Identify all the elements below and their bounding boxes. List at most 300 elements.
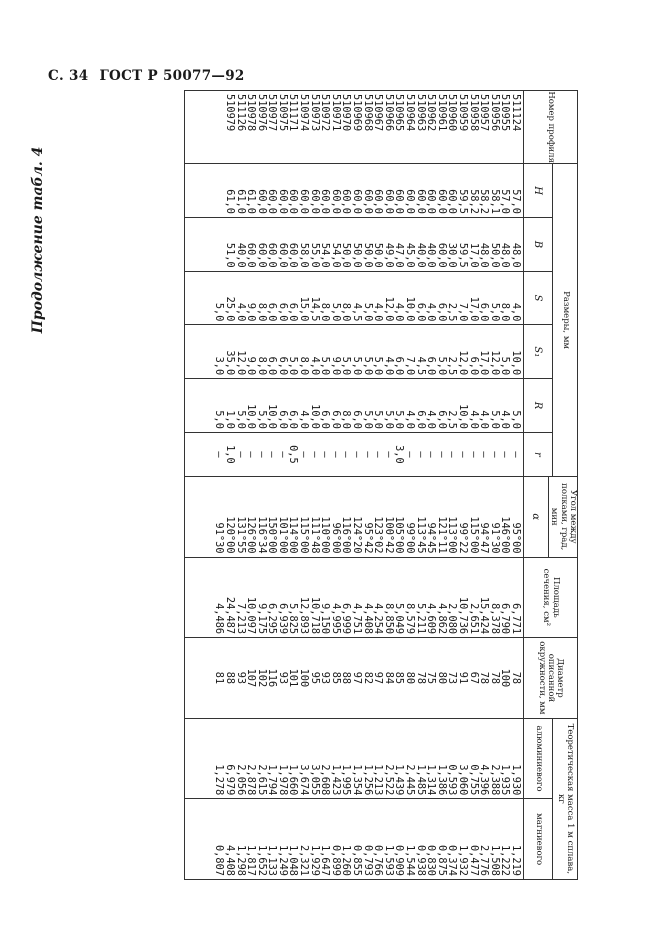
cell-value: 4,5: [351, 302, 364, 322]
cell-value: 510979: [223, 94, 236, 132]
cell-value: 100: [298, 668, 311, 688]
cell-value: 1,508: [488, 845, 501, 876]
cell-value: 2,615: [255, 764, 268, 796]
cell-value: 60,0: [276, 242, 289, 268]
cell-value: 510971: [329, 94, 342, 132]
cell-value: 12,0: [234, 350, 247, 376]
header-r-big: R: [523, 379, 552, 433]
cell-value: 113°45: [414, 516, 427, 554]
cell-value: 12,0: [382, 296, 395, 322]
cell-value: 3,0: [393, 445, 406, 464]
cell-value: —: [361, 451, 374, 458]
header-s: S: [523, 271, 552, 325]
cell-value: 12,0: [488, 350, 501, 376]
cell-value: 9,175: [255, 603, 268, 635]
cell-value: 6,0: [287, 302, 300, 322]
cell-value: 82: [361, 671, 374, 685]
cell-value: 4,0: [499, 410, 512, 429]
angle-column: [184, 476, 523, 557]
cell-value: 146°00: [499, 516, 512, 554]
cell-value: 40,0: [414, 242, 427, 268]
cell-value: 510958: [467, 94, 480, 132]
cell-value: 6,979: [223, 764, 236, 796]
cell-value: —: [404, 451, 417, 458]
cell-value: 510967: [372, 94, 385, 132]
cell-value: 10,0: [404, 296, 417, 322]
cell-value: 88: [340, 671, 353, 685]
cell-value: 93: [234, 671, 247, 685]
cell-value: 5,0: [234, 410, 247, 429]
cell-value: 1,423: [329, 764, 342, 796]
cell-value: 91: [457, 671, 469, 685]
cell-value: 510975: [276, 94, 289, 132]
standard-code: ГОСТ Р 50077—92: [99, 68, 245, 84]
cell-value: 3,674: [298, 764, 311, 796]
cell-value: 102: [255, 668, 268, 688]
cell-value: 50,0: [488, 242, 501, 268]
cell-value: 97: [372, 671, 385, 685]
cell-value: 88: [223, 671, 236, 685]
cell-value: 4,0: [467, 410, 480, 429]
cell-value: 510968: [361, 94, 374, 132]
cell-value: 60,0: [404, 189, 417, 214]
cell-value: 78: [478, 671, 491, 685]
cell-value: 80: [435, 671, 448, 685]
cell-value: 115°00: [298, 516, 311, 554]
cell-value: 61,0: [245, 189, 258, 214]
cell-value: 55,0: [308, 242, 321, 268]
cell-value: 61,0: [234, 189, 247, 214]
cell-value: 510956: [488, 94, 501, 132]
cell-value: 9,0: [329, 356, 342, 376]
cell-value: 511171: [287, 94, 300, 132]
cell-value: 24,487: [223, 596, 236, 635]
cell-value: 0,793: [361, 845, 374, 876]
cell-value: 60,0: [446, 189, 459, 214]
cell-value: 60,0: [319, 189, 332, 214]
cell-value: 60,0: [329, 189, 342, 214]
cell-value: 511126: [234, 94, 247, 132]
cell-value: 99°00: [404, 522, 417, 554]
cell-value: 17,0: [467, 242, 480, 268]
cell-value: 114°00: [287, 516, 300, 554]
s-column: [184, 271, 523, 325]
cell-value: 49,0: [382, 242, 395, 268]
cell-value: 4,0: [308, 356, 321, 376]
cell-value: 91°30: [213, 522, 226, 554]
cell-value: 50,0: [361, 242, 374, 268]
cell-value: 9,0: [245, 356, 258, 376]
cell-value: 126°00: [245, 516, 258, 554]
cell-value: 5,0: [329, 302, 342, 322]
cell-value: 5,0: [351, 356, 364, 376]
cell-value: 67: [467, 671, 480, 685]
cell-value: 5,0: [361, 356, 374, 376]
cell-value: 0,875: [435, 845, 448, 876]
cell-value: 10,097: [245, 596, 258, 635]
cell-value: 510972: [319, 94, 332, 132]
cell-value: 4,862: [435, 603, 448, 635]
cell-value: 6,790: [499, 603, 512, 635]
cell-value: 5,0: [499, 356, 512, 376]
cell-value: 6,295: [266, 603, 279, 635]
cell-value: 4,0: [404, 410, 417, 429]
cell-value: 5,0: [213, 302, 226, 322]
cell-value: 35,0: [223, 350, 236, 376]
cell-value: 60,0: [435, 189, 448, 214]
cell-value: 5,0: [393, 410, 406, 429]
cell-value: 8,378: [488, 603, 501, 635]
header-s1: S₁: [523, 325, 552, 379]
cell-value: 84: [382, 671, 395, 685]
cell-value: 6,0: [287, 410, 300, 429]
cell-value: 100°42: [382, 516, 395, 554]
cell-value: 40,0: [425, 242, 438, 268]
cell-value: 1,298: [234, 845, 247, 876]
cell-value: —: [329, 451, 342, 458]
cell-value: 1,485: [414, 764, 427, 796]
cell-value: 3,060: [457, 764, 469, 796]
cell-value: 4,0: [478, 410, 491, 429]
cell-value: 60,0: [287, 189, 300, 214]
r-big-column: [184, 379, 523, 433]
cell-value: 15,0: [298, 296, 311, 322]
cell-value: 15,424: [478, 596, 491, 635]
cell-value: 6,0: [435, 302, 448, 322]
cell-value: 60,0: [308, 189, 321, 214]
cell-value: 58,2: [467, 189, 480, 214]
cell-value: 1,439: [393, 764, 406, 796]
cell-value: 5,0: [372, 410, 385, 429]
cell-value: 1,222: [499, 845, 512, 876]
header-magnesium: магниевого: [523, 799, 552, 880]
cell-value: 131°55: [234, 516, 247, 554]
cell-value: 54,0: [329, 242, 342, 268]
cell-value: 78: [509, 671, 522, 685]
cell-value: 0,5: [287, 445, 300, 464]
cell-value: 3,055: [308, 764, 321, 796]
cell-value: 50,0: [351, 242, 364, 268]
cell-value: 5,0: [340, 356, 353, 376]
cell-value: 1,544: [404, 845, 417, 876]
page-header: [48, 68, 251, 84]
cell-value: 510957: [478, 94, 491, 132]
cell-value: 5,211: [414, 603, 427, 635]
cell-value: 115°00: [467, 516, 480, 554]
cell-value: 60,0: [276, 189, 289, 214]
cell-value: —: [382, 451, 395, 458]
cell-value: 1,249: [276, 845, 289, 876]
cell-value: 0,807: [213, 845, 226, 876]
cell-value: 6,771: [509, 603, 522, 635]
cell-value: 6,939: [276, 603, 289, 635]
cell-value: 4,254: [372, 603, 385, 635]
cell-value: 93: [276, 671, 289, 685]
cell-value: 0,909: [393, 845, 406, 876]
cell-value: 7,0: [404, 356, 417, 376]
cell-value: 0,477: [467, 845, 480, 876]
cell-value: 5,825: [287, 603, 300, 635]
cell-value: 10,0: [308, 404, 321, 429]
cell-value: 50,0: [340, 242, 353, 268]
profile-table: [184, 90, 578, 880]
cell-value: 2,5: [446, 356, 459, 376]
cell-value: 5,0: [319, 356, 332, 376]
cell-value: 5,0: [382, 410, 395, 429]
cell-value: 0,593: [446, 764, 459, 796]
cell-value: 5,0: [488, 410, 501, 429]
cell-value: 57,0: [499, 189, 512, 214]
cell-value: 116: [266, 668, 279, 688]
cell-value: 60,0: [393, 189, 406, 214]
cell-value: 80: [404, 671, 417, 685]
cell-value: 57,0: [509, 189, 522, 214]
cell-value: 1,256: [361, 764, 374, 796]
cell-value: 60,0: [245, 242, 258, 268]
r-small-column: [184, 432, 523, 476]
cell-value: 6,0: [425, 356, 438, 376]
cell-value: —: [213, 451, 226, 458]
cell-value: 2,080: [446, 603, 459, 635]
cell-value: 48,0: [499, 242, 512, 268]
cell-value: 124°20: [351, 516, 364, 554]
header-angle: Угол между полками, град, мин: [548, 476, 577, 557]
cell-value: 8,0: [255, 356, 268, 376]
cell-value: 0,938: [414, 845, 427, 876]
cell-value: 116°34: [255, 516, 268, 554]
cell-value: 60,0: [435, 242, 448, 268]
cell-value: 1,314: [425, 764, 438, 796]
cell-value: 4,0: [393, 302, 406, 322]
cell-value: 60,0: [382, 189, 395, 214]
cell-value: 1,354: [351, 764, 364, 796]
cell-value: 5,0: [361, 302, 374, 322]
cell-value: 6,0: [435, 410, 448, 429]
cell-value: 3,0: [213, 356, 226, 376]
cell-value: 510955: [499, 94, 512, 132]
cell-value: 17,0: [478, 350, 491, 376]
cell-value: 510978: [245, 94, 258, 132]
cell-value: —: [509, 451, 522, 458]
cell-value: 510961: [435, 94, 448, 132]
cell-value: 60,0: [298, 189, 311, 214]
cell-value: 4,0: [425, 302, 438, 322]
cell-value: 8,0: [298, 356, 311, 376]
cell-value: 4,0: [425, 410, 438, 429]
cell-value: 60,0: [372, 189, 385, 214]
page-number: С. 34: [48, 68, 89, 84]
cell-value: —: [351, 451, 364, 458]
cell-value: —: [255, 451, 268, 458]
cell-value: 8,850: [382, 603, 395, 635]
cell-value: —: [372, 451, 385, 458]
cell-value: 2,5: [446, 302, 459, 322]
cell-value: 1,929: [308, 845, 321, 876]
cell-value: 17,0: [467, 296, 480, 322]
cell-value: 100: [499, 668, 512, 688]
cell-value: 9,0: [245, 302, 258, 322]
cell-value: 510960: [446, 94, 459, 132]
header-area: Площадь сечения, см²: [523, 557, 577, 638]
cell-value: 51,0: [223, 242, 236, 268]
cell-value: 120°00: [223, 516, 236, 554]
cell-value: 1,0: [223, 410, 236, 429]
cell-value: —: [234, 451, 247, 458]
cell-value: 2,388: [488, 764, 501, 796]
cell-value: 47,0: [393, 242, 406, 268]
header-theoretical-mass: Теоретическая масса 1 м сплава, кг: [553, 718, 578, 879]
s1-column: [184, 325, 523, 379]
cell-value: 50,0: [372, 242, 385, 268]
cell-value: 4,0: [509, 302, 522, 322]
cell-value: 94°47: [478, 522, 491, 554]
cell-value: 91°30: [488, 522, 501, 554]
cell-value: 6,0: [351, 410, 364, 429]
cell-value: 60,0: [340, 189, 353, 214]
cell-value: —: [245, 451, 258, 458]
cell-value: 60,0: [255, 242, 268, 268]
cell-value: 6,0: [467, 356, 480, 376]
cell-value: 2,056: [234, 764, 247, 796]
cell-value: 95°42: [361, 522, 374, 554]
cell-value: 61,0: [223, 189, 236, 214]
cell-value: 6,0: [276, 356, 289, 376]
cell-value: 93: [319, 671, 332, 685]
cell-value: 510964: [404, 94, 417, 132]
mass-al-column: [184, 718, 523, 799]
cell-value: 4,0: [298, 410, 311, 429]
cell-value: 0,899: [329, 845, 342, 876]
cell-value: —: [446, 451, 459, 458]
diameter-column: [184, 638, 523, 719]
cell-value: 5,0: [435, 356, 448, 376]
cell-value: —: [340, 451, 353, 458]
cell-value: 6,0: [319, 410, 332, 429]
cell-value: 4,0: [372, 302, 385, 322]
cell-value: 4,995: [329, 603, 342, 635]
cell-value: 101°00: [276, 516, 289, 554]
cell-value: 5,0: [255, 410, 268, 429]
b-column: [184, 218, 523, 272]
cell-value: 1,930: [509, 764, 522, 796]
cell-value: 6,0: [414, 302, 427, 322]
cell-value: 78: [488, 671, 501, 685]
cell-value: 1,260: [340, 845, 353, 876]
cell-value: 6,0: [276, 410, 289, 429]
cell-value: 116°00: [340, 516, 353, 554]
cell-value: 1,278: [213, 764, 226, 796]
cell-value: 113°00: [446, 516, 459, 554]
cell-value: 5,0: [287, 356, 300, 376]
cell-value: 58,1: [488, 189, 501, 214]
cell-value: 25,0: [223, 296, 236, 322]
cell-value: 48,0: [509, 242, 522, 268]
cell-value: 4,408: [223, 845, 236, 876]
cell-value: 10,0: [457, 404, 469, 429]
cell-value: —: [488, 451, 501, 458]
cell-value: 8,0: [340, 302, 353, 322]
cell-value: 4,486: [213, 603, 226, 635]
cell-value: 4,408: [361, 603, 374, 635]
cell-value: 1,995: [340, 764, 353, 796]
cell-value: 1,213: [372, 764, 385, 796]
table-row: [184, 91, 523, 880]
cell-value: 5,0: [213, 410, 226, 429]
cell-value: 4,0: [234, 302, 247, 322]
cell-value: 48,0: [478, 242, 491, 268]
cell-value: 5,0: [488, 302, 501, 322]
cell-value: 510974: [298, 94, 311, 132]
cell-value: 4,609: [425, 603, 438, 635]
cell-value: 60,0: [266, 242, 279, 268]
cell-value: 1,932: [457, 845, 469, 876]
cell-value: 30,0: [446, 242, 459, 268]
cell-value: 5,0: [509, 410, 522, 429]
cell-value: 510963: [414, 94, 427, 132]
cell-value: 6,999: [340, 603, 353, 635]
cell-value: 510973: [308, 94, 321, 132]
cell-value: 81: [213, 671, 226, 685]
cell-value: 85: [393, 671, 406, 685]
cell-value: 4,751: [351, 603, 364, 635]
cell-value: 4,0: [382, 356, 395, 376]
cell-value: 45,0: [404, 242, 417, 268]
cell-value: —: [499, 451, 512, 458]
cell-value: 14,5: [308, 296, 321, 322]
cell-value: 4,5: [414, 356, 427, 376]
cell-value: 123°02: [372, 516, 385, 554]
cell-value: 6,0: [478, 302, 491, 322]
cell-value: 1,219: [509, 845, 522, 876]
cell-value: 2,776: [478, 845, 491, 876]
cell-value: 10,736: [457, 596, 469, 635]
cell-value: 40,0: [234, 242, 247, 268]
header-aluminium: алюминиевого: [523, 718, 552, 799]
header-diameter: Диаметр описанной окружности, мм: [523, 638, 577, 719]
cell-value: 1,935: [499, 764, 512, 796]
cell-value: 511124: [509, 94, 522, 132]
cell-value: 8,0: [255, 302, 268, 322]
cell-value: 510966: [382, 94, 395, 132]
cell-value: —: [319, 451, 332, 458]
cell-value: 94°45: [425, 522, 438, 554]
cell-value: 121°11: [435, 516, 448, 554]
table-caption: Продолжение табл. 4: [30, 146, 46, 334]
cell-value: 5,0: [361, 410, 374, 429]
cell-value: 8,579: [404, 603, 417, 635]
cell-value: 2,445: [404, 764, 417, 796]
header-alpha: α: [523, 476, 548, 557]
cell-value: —: [266, 451, 279, 458]
cell-value: —: [414, 451, 427, 458]
cell-value: 2,321: [298, 845, 311, 876]
cell-value: 111°48: [308, 516, 321, 554]
cell-value: 59,5: [457, 242, 469, 268]
cell-value: 54,0: [319, 242, 332, 268]
header-dimensions: Размеры, мм: [553, 164, 578, 477]
cell-value: 60,0: [425, 189, 438, 214]
cell-value: 2,522: [382, 764, 395, 796]
cell-value: —: [298, 451, 311, 458]
cell-value: 0,855: [351, 845, 364, 876]
cell-value: 12,893: [298, 596, 311, 635]
cell-value: 10,0: [245, 404, 258, 429]
header-r-small: r: [523, 432, 552, 476]
cell-value: 0,766: [372, 845, 385, 876]
header-b: B: [523, 218, 552, 272]
profile-column: [184, 91, 523, 164]
cell-value: 99°22: [457, 522, 469, 554]
